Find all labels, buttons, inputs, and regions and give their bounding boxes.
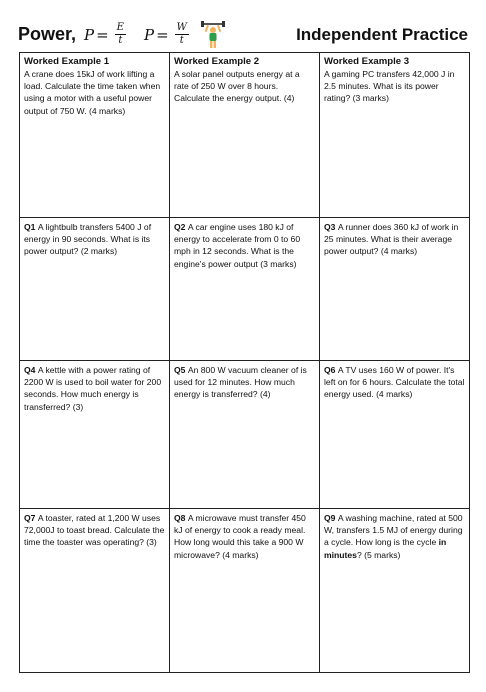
question-text: A car engine uses 180 kJ of energy to accelerate from 0 to 60 mph in 12 seconds. What is the engine's power output (3 marks) xyxy=(174,222,301,269)
fraction-numerator: E xyxy=(116,22,124,33)
question-7-cell[interactable] xyxy=(20,509,170,672)
worked-example-text: A solar panel outputs energy at a rate of 250 W over 8 hours. Calculate the energy output. (4) xyxy=(174,69,300,104)
question-text: A microwave must transfer 450 kJ of energy to cook a ready meal. How long would this take a 900 W microwave? (4 marks) xyxy=(174,513,306,560)
formula-equals: = xyxy=(96,25,109,44)
question-8-cell[interactable] xyxy=(170,509,320,672)
worked-example-2-cell[interactable] xyxy=(170,53,320,218)
question-1-cell[interactable] xyxy=(20,218,170,361)
power-energy-formula xyxy=(84,22,126,47)
formula-p-symbol: P xyxy=(144,25,155,44)
question-6-cell[interactable] xyxy=(320,361,469,509)
question-text-end: ? (5 marks) xyxy=(356,549,401,560)
question-emphasis: in minutes xyxy=(324,537,447,560)
power-heading: Power, xyxy=(18,24,77,44)
question-label: Q8 xyxy=(174,513,188,523)
question-3-cell[interactable] xyxy=(320,218,469,361)
fraction-denominator: t xyxy=(118,35,123,46)
question-text: A TV uses 160 W of power. It's left on for 6 hours. Calculate the total energy used. (4 marks) xyxy=(324,365,465,400)
formula-p-symbol: P xyxy=(84,25,95,44)
independent-practice-title: Independent Practice xyxy=(296,25,468,44)
formula-fraction-energy xyxy=(115,22,126,47)
question-text: A washing machine, rated at 500 W, transfers 1.5 MJ of energy during a cycle. How long is the cycle xyxy=(324,513,463,548)
question-text: A lightbulb transfers 5400 J of energy in 90 seconds. What is its power output? (2 marks) xyxy=(24,222,152,257)
worked-example-title: Worked Example 2 xyxy=(174,56,260,67)
weightlifter-icon xyxy=(201,20,225,50)
worked-example-title: Worked Example 3 xyxy=(324,56,410,67)
worked-example-title: Worked Example 1 xyxy=(24,56,110,67)
worksheet-header xyxy=(18,18,468,56)
power-work-formula xyxy=(144,22,189,47)
formula-equals: = xyxy=(156,25,169,44)
question-label: Q7 xyxy=(24,513,38,523)
question-9-cell[interactable] xyxy=(320,509,469,672)
question-text: An 800 W vacuum cleaner of is used for 12 minutes. How much energy is transferred? (4) xyxy=(174,365,307,400)
fraction-numerator: W xyxy=(176,22,187,33)
fraction-denominator: t xyxy=(179,35,184,46)
formula-fraction-work xyxy=(175,22,189,47)
question-text: A toaster, rated at 1,200 W uses 72,000J to toast bread. Calculate the time the toaster was operating? (3) xyxy=(24,513,165,548)
question-label: Q6 xyxy=(324,365,338,375)
question-2-cell[interactable] xyxy=(170,218,320,361)
question-label: Q2 xyxy=(174,222,188,232)
worked-example-3-cell[interactable] xyxy=(320,53,469,218)
question-text: A kettle with a power rating of 2200 W is used to boil water for 200 seconds. How much energy is transferred? (3) xyxy=(24,365,162,412)
question-grid xyxy=(19,52,470,673)
question-4-cell[interactable] xyxy=(20,361,170,509)
worked-example-text: A crane does 15kJ of work lifting a load. Calculate the time taken when using a motor with a useful power output of 750 W. (4 marks) xyxy=(24,69,161,116)
question-label: Q9 xyxy=(324,513,338,523)
question-label: Q3 xyxy=(324,222,338,232)
worked-example-1-cell[interactable] xyxy=(20,53,170,218)
question-label: Q5 xyxy=(174,365,188,375)
question-5-cell[interactable] xyxy=(170,361,320,509)
question-label: Q4 xyxy=(24,365,38,375)
question-label: Q1 xyxy=(24,222,38,232)
question-text: A runner does 360 kJ of work in 25 minutes. What is their average power output? (4 marks) xyxy=(324,222,459,257)
worked-example-text: A gaming PC transfers 42,000 J in 2.5 minutes. What is its power rating? (3 marks) xyxy=(324,69,455,104)
